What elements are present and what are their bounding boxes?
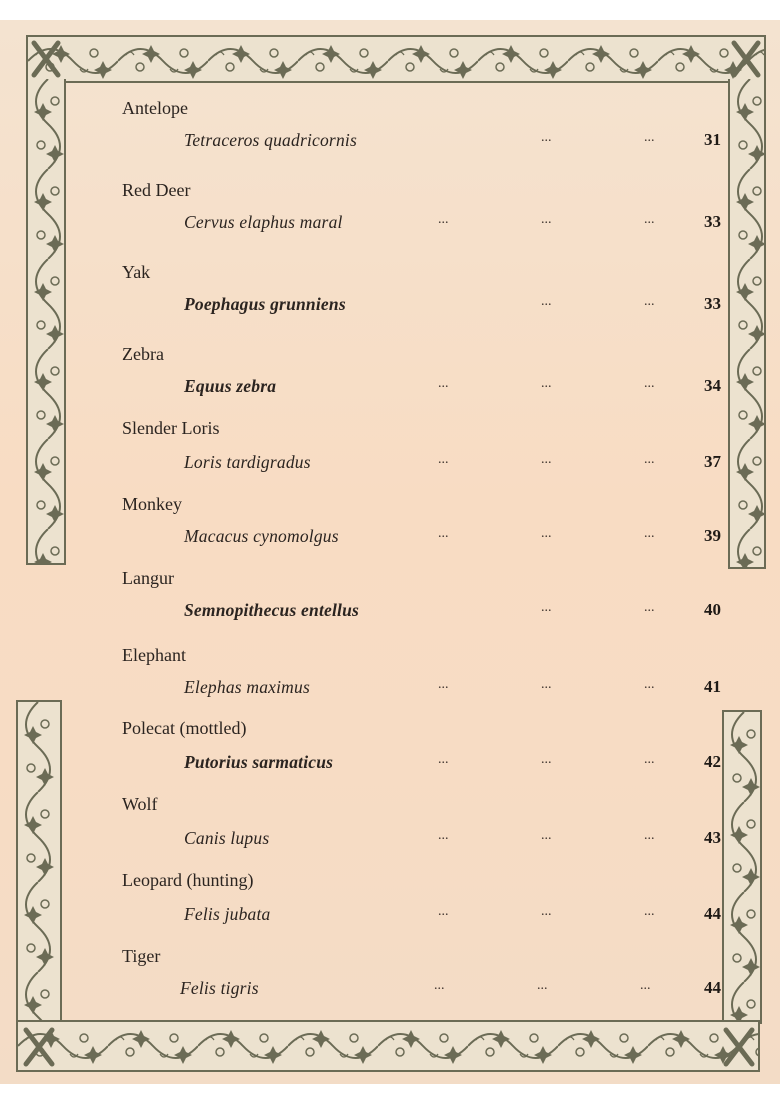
dot-leader: ... — [438, 677, 449, 692]
dot-leader: ... — [644, 828, 655, 843]
dot-leader: ... — [438, 752, 449, 767]
dot-leader: ... — [537, 978, 548, 993]
dot-leader: ... — [644, 376, 655, 391]
scientific-name: Tetraceros quadricornis — [184, 130, 357, 150]
dot-leader: ... — [438, 452, 449, 467]
dot-leader: ... — [541, 526, 552, 541]
dot-leader: ... — [541, 677, 552, 692]
page-number: 42 — [704, 752, 721, 771]
common-name: Slender Loris — [122, 418, 220, 438]
scientific-name: Elephas maximus — [184, 677, 310, 697]
common-name: Antelope — [122, 98, 188, 118]
dot-leader: ... — [541, 130, 552, 145]
ornamental-border-top — [26, 35, 766, 83]
scientific-name: Semnopithecus entellus — [184, 600, 360, 620]
dot-leader: ... — [644, 130, 655, 145]
page-number: 39 — [704, 526, 721, 545]
dot-leader: ... — [438, 904, 449, 919]
dot-leader: ... — [438, 376, 449, 391]
dot-leader: ... — [541, 294, 552, 309]
page-number: 31 — [704, 130, 721, 149]
common-name: Polecat (mottled) — [122, 718, 247, 738]
page-number: 41 — [704, 677, 721, 696]
page-number: 33 — [704, 212, 721, 231]
page-number: 34 — [704, 376, 721, 395]
page-number: 44 — [704, 978, 721, 997]
page-number: 37 — [704, 452, 721, 471]
common-name: Langur — [122, 568, 174, 588]
dot-leader: ... — [541, 376, 552, 391]
dot-leader: ... — [640, 978, 651, 993]
common-name: Leopard (hunting) — [122, 870, 254, 890]
common-name: Yak — [122, 262, 151, 282]
dot-leader: ... — [541, 904, 552, 919]
page-number: 40 — [704, 600, 721, 619]
common-name: Monkey — [122, 494, 182, 514]
scientific-name: Macacus cynomolgus — [184, 526, 339, 546]
page-number: 43 — [704, 828, 721, 847]
common-name: Red Deer — [122, 180, 191, 200]
common-name: Zebra — [122, 344, 164, 364]
scientific-name: Canis lupus — [184, 828, 270, 848]
dot-leader: ... — [438, 526, 449, 541]
scientific-name: Cervus elaphus maral — [184, 212, 343, 232]
dot-leader: ... — [644, 294, 655, 309]
scientific-name: Equus zebra — [184, 376, 277, 396]
dot-leader: ... — [438, 828, 449, 843]
scientific-name: Felis jubata — [184, 904, 271, 924]
dot-leader: ... — [644, 904, 655, 919]
dot-leader: ... — [644, 600, 655, 615]
dot-leader: ... — [644, 526, 655, 541]
common-name: Wolf — [122, 794, 158, 814]
dot-leader: ... — [644, 752, 655, 767]
dot-leader: ... — [541, 212, 552, 227]
ornamental-border-left-lower — [16, 700, 62, 1024]
dot-leader: ... — [541, 452, 552, 467]
dot-leader: ... — [644, 212, 655, 227]
scientific-name: Poephagus grunniens — [184, 294, 346, 314]
scrolling-vine-icon — [18, 702, 60, 1024]
page-number: 44 — [704, 904, 721, 923]
dot-leader: ... — [434, 978, 445, 993]
scientific-name: Felis tigris — [180, 978, 259, 998]
page-number: 33 — [704, 294, 721, 313]
dot-leader: ... — [438, 212, 449, 227]
dot-leader: ... — [541, 828, 552, 843]
dot-leader: ... — [644, 677, 655, 692]
dot-leader: ... — [541, 752, 552, 767]
dot-leader: ... — [541, 600, 552, 615]
ornamental-border-bottom — [16, 1020, 760, 1072]
dot-leader: ... — [644, 452, 655, 467]
scrolling-vine-icon — [18, 1022, 758, 1070]
scrolling-vine-icon — [28, 37, 764, 81]
common-name: Tiger — [122, 946, 161, 966]
scientific-name: Loris tardigradus — [184, 452, 311, 472]
common-name: Elephant — [122, 645, 186, 665]
scientific-name: Putorius sarmaticus — [184, 752, 334, 772]
